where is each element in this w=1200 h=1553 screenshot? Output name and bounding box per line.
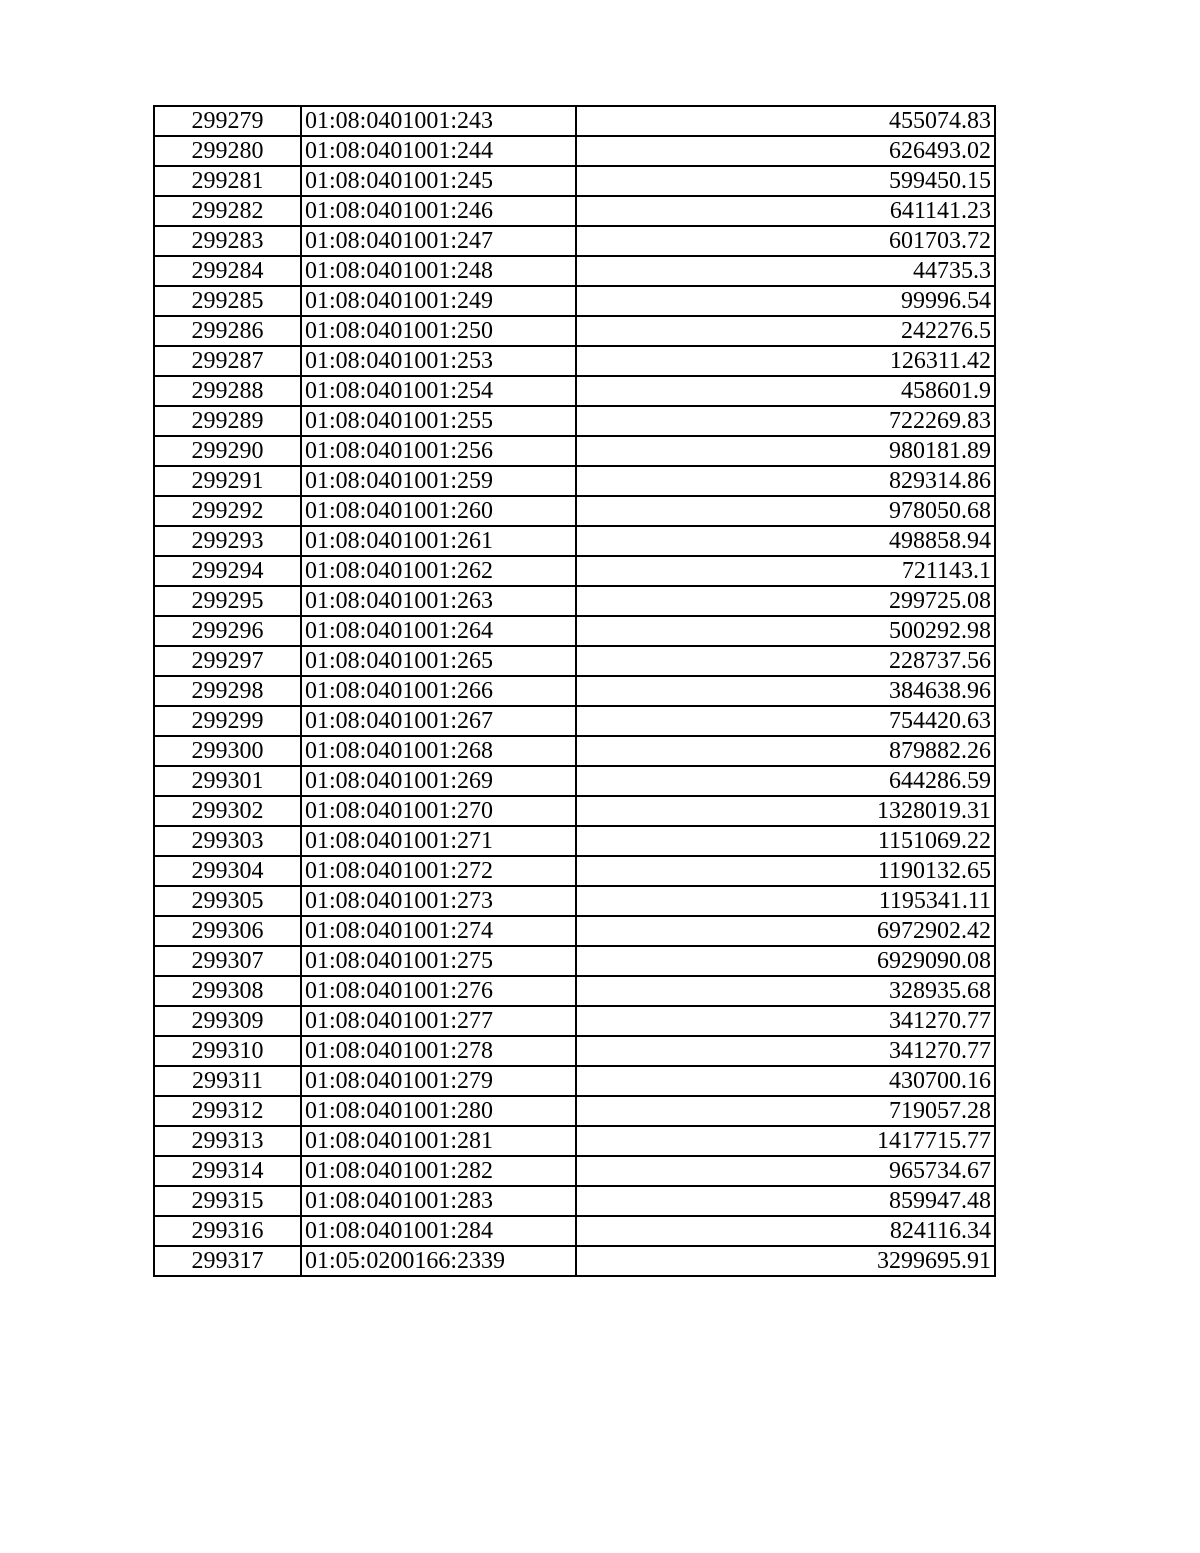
row-id-cell: 299302 [154,796,301,826]
value-cell: 44735.3 [576,256,995,286]
table-row [154,1186,995,1216]
row-id-cell: 299308 [154,976,301,1006]
cadastral-number-cell: 01:08:0401001:276 [301,976,576,1006]
row-id-cell: 299304 [154,856,301,886]
value-cell: 626493.02 [576,136,995,166]
table-row [154,1066,995,1096]
table-row [154,1006,995,1036]
value-cell: 341270.77 [576,1006,995,1036]
table-row [154,346,995,376]
cadastral-number-cell: 01:08:0401001:250 [301,316,576,346]
row-id-cell: 299306 [154,916,301,946]
value-cell: 1417715.77 [576,1126,995,1156]
cadastral-number-cell: 01:08:0401001:259 [301,466,576,496]
cadastral-number-cell: 01:08:0401001:281 [301,1126,576,1156]
row-id-cell: 299284 [154,256,301,286]
table-row [154,1216,995,1246]
row-id-cell: 299281 [154,166,301,196]
row-id-cell: 299296 [154,616,301,646]
row-id-cell: 299298 [154,676,301,706]
table-row [154,406,995,436]
cadastral-number-cell: 01:08:0401001:269 [301,766,576,796]
value-cell: 455074.83 [576,106,995,136]
table-row [154,916,995,946]
cadastral-number-cell: 01:08:0401001:243 [301,106,576,136]
table-row [154,106,995,136]
table-row [154,886,995,916]
row-id-cell: 299314 [154,1156,301,1186]
cadastral-number-cell: 01:08:0401001:253 [301,346,576,376]
cadastral-number-cell: 01:08:0401001:279 [301,1066,576,1096]
cadastral-number-cell: 01:08:0401001:263 [301,586,576,616]
cadastral-number-cell: 01:08:0401001:278 [301,1036,576,1066]
table-row [154,616,995,646]
row-id-cell: 299315 [154,1186,301,1216]
table-row [154,226,995,256]
row-id-cell: 299279 [154,106,301,136]
value-cell: 599450.15 [576,166,995,196]
row-id-cell: 299293 [154,526,301,556]
row-id-cell: 299299 [154,706,301,736]
table-row [154,586,995,616]
cadastral-number-cell: 01:08:0401001:270 [301,796,576,826]
row-id-cell: 299290 [154,436,301,466]
row-id-cell: 299303 [154,826,301,856]
row-id-cell: 299316 [154,1216,301,1246]
value-cell: 829314.86 [576,466,995,496]
table-row [154,766,995,796]
value-cell: 719057.28 [576,1096,995,1126]
value-cell: 978050.68 [576,496,995,526]
value-cell: 644286.59 [576,766,995,796]
cadastral-number-cell: 01:08:0401001:280 [301,1096,576,1126]
cadastral-value-table [153,105,996,1277]
value-cell: 601703.72 [576,226,995,256]
value-cell: 879882.26 [576,736,995,766]
value-cell: 6972902.42 [576,916,995,946]
cadastral-number-cell: 01:08:0401001:256 [301,436,576,466]
row-id-cell: 299286 [154,316,301,346]
cadastral-number-cell: 01:08:0401001:254 [301,376,576,406]
table-row [154,706,995,736]
cadastral-number-cell: 01:08:0401001:260 [301,496,576,526]
table-row [154,316,995,346]
row-id-cell: 299309 [154,1006,301,1036]
row-id-cell: 299295 [154,586,301,616]
row-id-cell: 299292 [154,496,301,526]
cadastral-number-cell: 01:08:0401001:284 [301,1216,576,1246]
table-row [154,676,995,706]
row-id-cell: 299288 [154,376,301,406]
table-row [154,136,995,166]
row-id-cell: 299282 [154,196,301,226]
row-id-cell: 299297 [154,646,301,676]
cadastral-number-cell: 01:08:0401001:273 [301,886,576,916]
table-row [154,856,995,886]
table-row [154,946,995,976]
table-row [154,1156,995,1186]
row-id-cell: 299313 [154,1126,301,1156]
value-cell: 126311.42 [576,346,995,376]
table-row [154,166,995,196]
table-row [154,376,995,406]
cadastral-number-cell: 01:08:0401001:247 [301,226,576,256]
cadastral-number-cell: 01:08:0401001:274 [301,916,576,946]
table-body [154,106,995,1276]
value-cell: 341270.77 [576,1036,995,1066]
value-cell: 1190132.65 [576,856,995,886]
cadastral-number-cell: 01:08:0401001:248 [301,256,576,286]
cadastral-number-cell: 01:05:0200166:2339 [301,1246,576,1276]
row-id-cell: 299301 [154,766,301,796]
row-id-cell: 299283 [154,226,301,256]
table-row [154,526,995,556]
table-row [154,466,995,496]
table-row [154,1096,995,1126]
cadastral-number-cell: 01:08:0401001:249 [301,286,576,316]
cadastral-number-cell: 01:08:0401001:255 [301,406,576,436]
value-cell: 965734.67 [576,1156,995,1186]
cadastral-number-cell: 01:08:0401001:275 [301,946,576,976]
value-cell: 641141.23 [576,196,995,226]
row-id-cell: 299287 [154,346,301,376]
cadastral-number-cell: 01:08:0401001:246 [301,196,576,226]
table-row [154,556,995,586]
value-cell: 242276.5 [576,316,995,346]
cadastral-number-cell: 01:08:0401001:262 [301,556,576,586]
value-cell: 722269.83 [576,406,995,436]
row-id-cell: 299312 [154,1096,301,1126]
table-row [154,286,995,316]
cadastral-number-cell: 01:08:0401001:245 [301,166,576,196]
row-id-cell: 299317 [154,1246,301,1276]
table-row [154,736,995,766]
table-row [154,796,995,826]
value-cell: 458601.9 [576,376,995,406]
table-row [154,646,995,676]
value-cell: 498858.94 [576,526,995,556]
row-id-cell: 299289 [154,406,301,436]
value-cell: 721143.1 [576,556,995,586]
cadastral-number-cell: 01:08:0401001:264 [301,616,576,646]
table-row [154,1036,995,1066]
table-row [154,1246,995,1276]
table-row [154,1126,995,1156]
cadastral-number-cell: 01:08:0401001:268 [301,736,576,766]
row-id-cell: 299305 [154,886,301,916]
value-cell: 754420.63 [576,706,995,736]
value-cell: 500292.98 [576,616,995,646]
value-cell: 859947.48 [576,1186,995,1216]
table-row [154,196,995,226]
cadastral-number-cell: 01:08:0401001:261 [301,526,576,556]
value-cell: 384638.96 [576,676,995,706]
row-id-cell: 299291 [154,466,301,496]
row-id-cell: 299285 [154,286,301,316]
row-id-cell: 299300 [154,736,301,766]
value-cell: 328935.68 [576,976,995,1006]
value-cell: 980181.89 [576,436,995,466]
row-id-cell: 299310 [154,1036,301,1066]
row-id-cell: 299311 [154,1066,301,1096]
value-cell: 299725.08 [576,586,995,616]
cadastral-number-cell: 01:08:0401001:267 [301,706,576,736]
value-cell: 824116.34 [576,1216,995,1246]
table-row [154,436,995,466]
table-row [154,976,995,1006]
value-cell: 430700.16 [576,1066,995,1096]
cadastral-number-cell: 01:08:0401001:266 [301,676,576,706]
value-cell: 6929090.08 [576,946,995,976]
value-cell: 228737.56 [576,646,995,676]
cadastral-number-cell: 01:08:0401001:265 [301,646,576,676]
value-cell: 1151069.22 [576,826,995,856]
cadastral-number-cell: 01:08:0401001:277 [301,1006,576,1036]
cadastral-number-cell: 01:08:0401001:244 [301,136,576,166]
cadastral-number-cell: 01:08:0401001:272 [301,856,576,886]
cadastral-number-cell: 01:08:0401001:283 [301,1186,576,1216]
value-cell: 1328019.31 [576,796,995,826]
table-row [154,256,995,286]
cadastral-number-cell: 01:08:0401001:271 [301,826,576,856]
table-row [154,826,995,856]
table-row [154,496,995,526]
row-id-cell: 299307 [154,946,301,976]
row-id-cell: 299280 [154,136,301,166]
value-cell: 99996.54 [576,286,995,316]
row-id-cell: 299294 [154,556,301,586]
value-cell: 1195341.11 [576,886,995,916]
value-cell: 3299695.91 [576,1246,995,1276]
cadastral-number-cell: 01:08:0401001:282 [301,1156,576,1186]
